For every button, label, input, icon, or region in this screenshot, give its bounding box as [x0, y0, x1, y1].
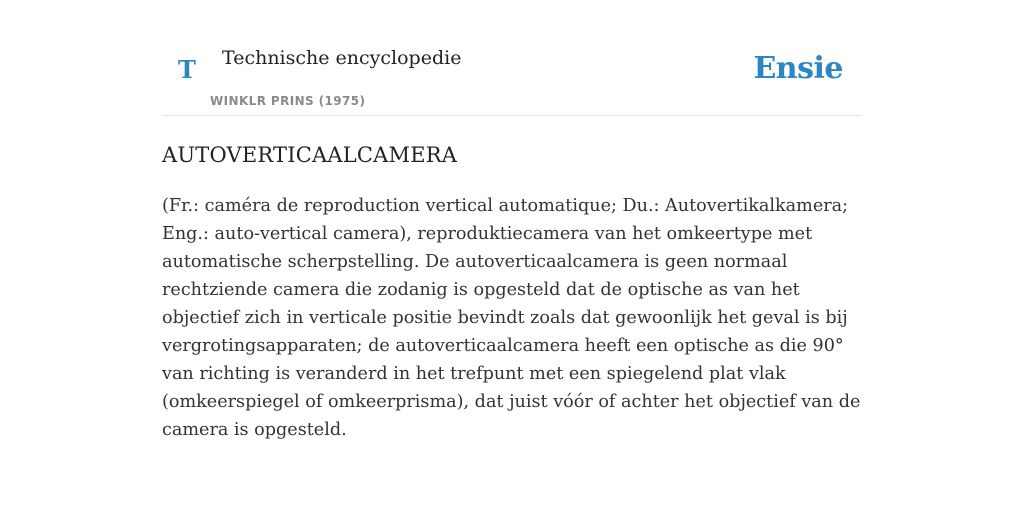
book-title-link[interactable]: Technische encyclopedie: [222, 47, 462, 69]
book-edition: WINKLR PRINS (1975): [210, 94, 366, 108]
entry-body: (Fr.: caméra de reproduction vertical automatique; Du.: Autovertikalkamera; Eng.: auto-vertical camera), reproduktiecamera van het omkeertype met automatische scherpstelling. De autoverticaalcamera is geen normaal rechtziende camera die zodanig is opgesteld dat de optische as van het objectief zich in verticale positie bevindt zoals dat gewoonlijk het geval is bij vergrotingsapparaten; de autoverticaalcamera heeft een optische as die 90° van richting is veranderd in het trefpunt met een spiegelend plat vlak (omkeerspiegel of omkeerprisma), dat juist vóór of achter het objectief van de camera is opgesteld.: [162, 196, 861, 440]
encyclopedia-logo[interactable]: T: [178, 55, 196, 84]
entry-title: AUTOVERTICAALCAMERA: [162, 143, 458, 167]
brand-logo-link[interactable]: Ensie: [753, 51, 843, 86]
content-column: [162, 0, 862, 440]
header: [162, 0, 862, 116]
